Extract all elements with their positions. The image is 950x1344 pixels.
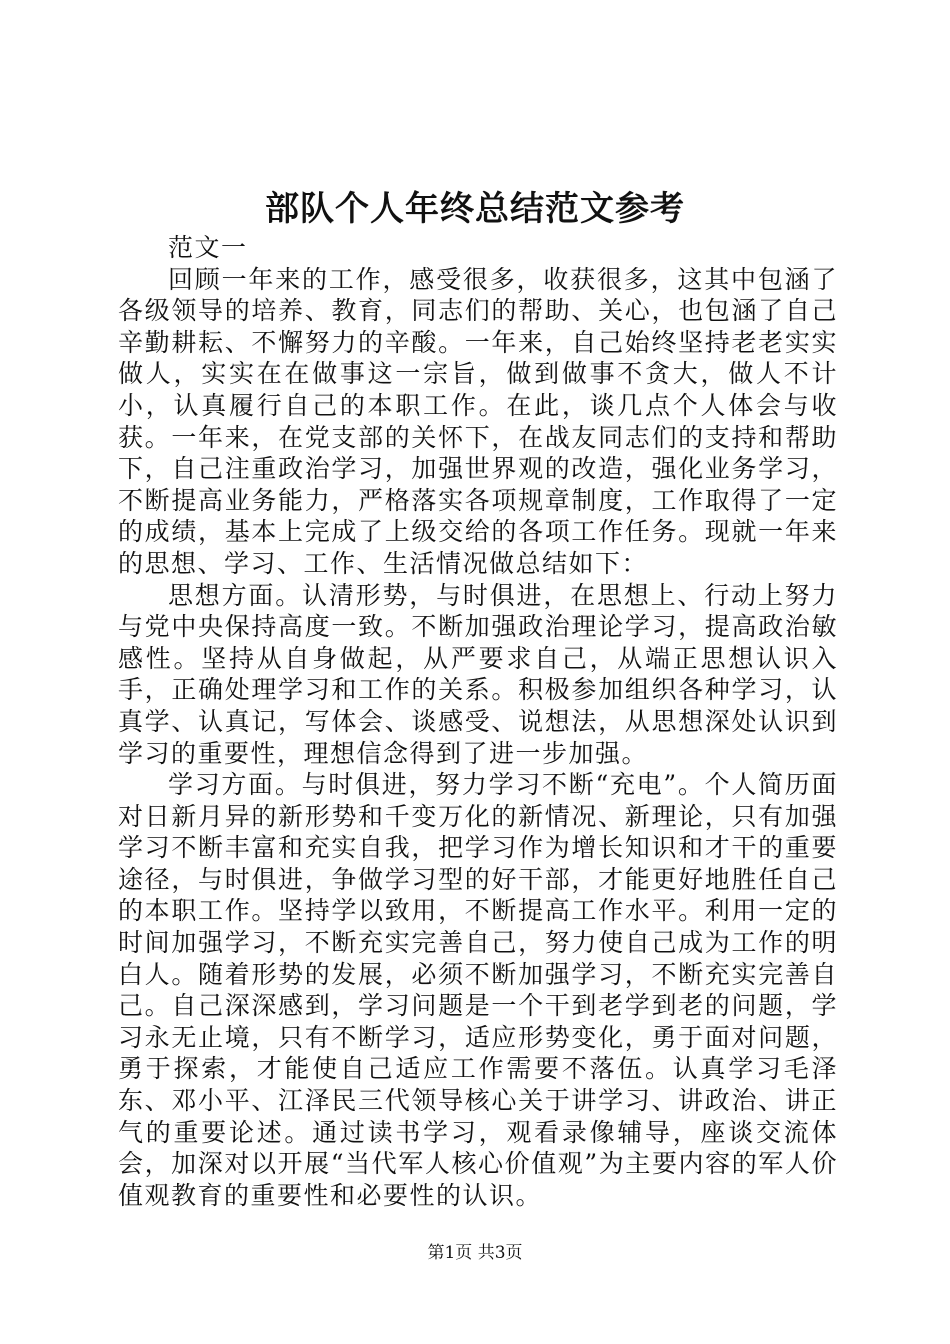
page-footer: 第1页 共3页 (427, 1243, 523, 1263)
paragraph-intro: 回顾一年来的工作，感受很多，收获很多，这其中包涵了各级领导的培养、教育，同志们的帮助、关心，也包涵了自己辛勤耕耘、不懈努力的辛酸。一年来，自己始终坚持老老实实做人，实实在在做事这一宗旨，做到做事不贪大，做人不计小，认真履行自己的本职工作。在此，谈几点个人体会与收获。一年来，在党支部的关怀下，在战友同志们的支持和帮助下，自己注重政治学习，加强世界观的改造，强化业务学习，不断提高业务能力，严格落实各项规章制度，工作取得了一定的成绩，基本上完成了上级交给的各项工作任务。现就一年来的思想、学习、工作、生活情况做总结如下： (118, 264, 838, 578)
paragraph-thought: 思想方面。认清形势，与时俱进，在思想上、行动上努力与党中央保持高度一致。不断加强政治理论学习，提高政治敏感性。坚持从自身做起，从严要求自己，从端正思想认识入手，正确处理学习和工作的关系。积极参加组织各种学习，认真学、认真记，写体会、谈感受、说想法，从思想深处认识到学习的重要性，理想信念得到了进一步加强。 (118, 580, 838, 768)
section-label: 范文一 (168, 233, 248, 262)
paragraph-study: 学习方面。与时俱进，努力学习不断“充电”。个人简历面对日新月异的新形势和千变万化的新情况、新理论，只有加强学习不断丰富和充实自我，把学习作为增长知识和才干的重要途径，与时俱进，争做学习型的好干部，才能更好地胜任自己的本职工作。坚持学以致用，不断提高工作水平。利用一定的时间加强学习，不断充实完善自己，努力使自己成为工作的明白人。随着形势的发展，必须不断加强学习，不断充实完善自己。自己深深感到，学习问题是一个干到老学到老的问题，学习永无止境，只有不断学习，适应形势变化，勇于面对问题，勇于探索，才能使自己适应工作需要不落伍。认真学习毛泽东、邓小平、江泽民三代领导核心关于讲学习、讲政治、讲正气的重要论述。通过读书学习，观看录像辅导，座谈交流体会，加深对以开展“当代军人核心价值观”为主要内容的军人价值观教育的重要性和必要性的认识。 (118, 770, 838, 1210)
page-title: 部队个人年终总结范文参考 (265, 189, 685, 229)
document-body (118, 232, 838, 1211)
